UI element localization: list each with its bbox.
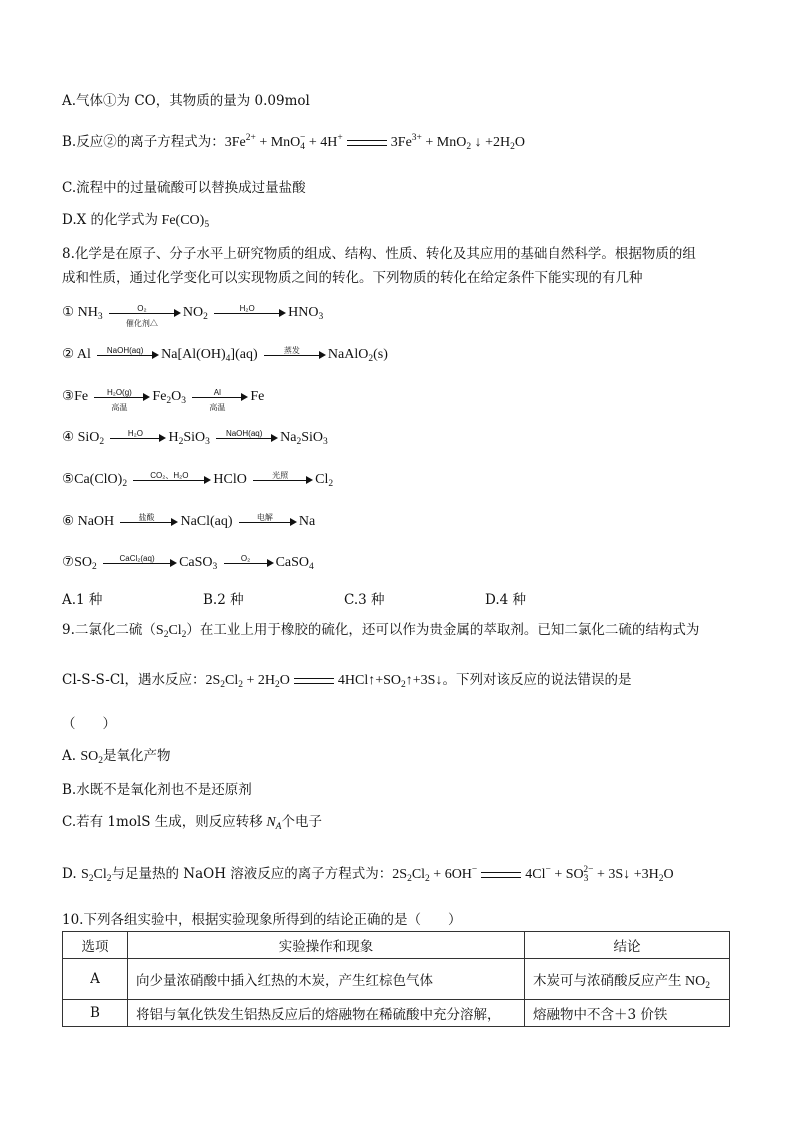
arrow-icon: 盐酸 — [120, 512, 178, 532]
q10-stem: 10.下列各组实验中，根据实验现象所得到的结论正确的是（ ） — [62, 912, 462, 928]
table-row — [63, 959, 730, 1000]
q9-paren: （ ） — [62, 716, 116, 732]
arrow-icon: NaOH(aq) — [216, 428, 278, 448]
row-conclusion: 熔融物中不含＋3 价铁 — [525, 1000, 730, 1027]
q9-option-c: C.若有 1molS 生成，则反应转移 $N_A$个电子 — [62, 814, 322, 832]
arrow-icon: NaOH(aq) — [97, 345, 159, 365]
q8-reaction-5: $⑤Ca(ClO)_2$ CO₂、H₂O HClO 光照 $Cl_2$ — [62, 470, 334, 489]
arrow-icon: Al 高温 — [192, 387, 248, 407]
arrow-icon: CO₂、H₂O — [133, 470, 211, 490]
arrow-icon: 光照 — [253, 470, 313, 490]
q7-option-d: D.X 的化学式为 $Fe(CO)_5$ — [62, 212, 210, 230]
table-row — [63, 1000, 730, 1027]
header-operation: 实验操作和现象 — [128, 932, 525, 959]
q8-choice-c: C.3 种 — [344, 592, 385, 608]
arrow-icon: 电解 — [239, 512, 297, 532]
q8-reaction-6: ⑥ NaOH 盐酸 NaCl(aq) 电解 Na — [62, 511, 315, 532]
q8-choice-b: B.2 种 — [203, 592, 244, 608]
q8-reaction-4: ④ SiO$_2$ H₂O $H_2SiO_3$ NaOH(aq) $Na_2SiO_3$ — [62, 428, 328, 447]
header-conclusion: 结论 — [525, 932, 730, 959]
q8-reaction-2: ② Al NaOH(aq) $Na[Al(OH)_4](aq)$ 蒸发 NaAlO$_2$(s) — [62, 345, 388, 364]
q8-stem-line2: 成和性质，通过化学变化可以实现物质之间的转化。下列物质的转化在给定条件下能实现的有几种 — [62, 270, 643, 286]
q8-reaction-1: ① $NH_3$ O₂ 催化剂△ $NO_2$ H₂O $HNO_3$ — [62, 303, 324, 328]
arrow-icon: H₂O(g) 高温 — [94, 387, 150, 407]
q8-reaction-7: $⑦SO_2$ CaCl₂(aq) CaSO$_3$ O₂ CaSO$_4$ — [62, 553, 314, 572]
q9-option-a: A. $SO_2$是氧化产物 — [62, 748, 171, 766]
arrow-icon: H₂O — [214, 303, 286, 323]
q8-stem-line1: 8.化学是在原子、分子水平上研究物质的组成、结构、性质、转化及其应用的基础自然科学。根据物质的组 — [62, 246, 696, 262]
row-option: A — [63, 959, 128, 1000]
header-option: 选项 — [63, 932, 128, 959]
q7-option-a: A.气体①为 CO，其物质的量为 0.09mol — [62, 93, 310, 109]
arrow-icon: O₂ — [224, 553, 274, 573]
q8-choice-d: D.4 种 — [485, 592, 527, 608]
row-option: B — [63, 1000, 128, 1027]
experiment-table — [62, 931, 730, 1027]
q7-option-c: C.流程中的过量硫酸可以替换成过量盐酸 — [62, 180, 306, 196]
arrow-icon: O₂ 催化剂△ — [109, 303, 181, 323]
q9-stem-line2: Cl-S-S-Cl，遇水反应：$2S_2Cl_2 + 2H_2O$ $4HCl↑+SO_2↑+3S↓$。下列对该反应的说法错误的是 — [62, 672, 632, 690]
q9-option-b: B.水既不是氧化剂也不是还原剂 — [62, 782, 252, 798]
q8-reaction-3: ③Fe H₂O(g) 高温 $Fe_2O_3$ Al 高温 Fe — [62, 387, 265, 412]
q8-choice-a: A.1 种 — [62, 592, 103, 608]
row-conclusion: 木炭可与浓硝酸反应产生 $NO_2$ — [525, 959, 730, 1000]
arrow-icon: CaCl₂(aq) — [103, 553, 177, 573]
q7-option-b: B.反应②的离子方程式为：$3Fe^{2+} + MnO_4^- + 4H^+$ $3Fe^{3+} + MnO_2$ ↓ $+2H_2O$ — [62, 133, 525, 152]
q9-stem-line1: 9.二氯化二硫$(S_2Cl_2)$在工业上用于橡胶的硫化，还可以作为贵金属的萃取剂。已知二氯化二硫的结构式为 — [62, 622, 700, 640]
row-operation: 向少量浓硝酸中插入红热的木炭，产生红棕色气体 — [128, 959, 525, 1000]
row-operation: 将铝与氧化铁发生铝热反应后的熔融物在稀硫酸中充分溶解， — [128, 1000, 525, 1027]
table-header-row — [63, 932, 730, 959]
q9-option-d: D. $S_2Cl_2$与足量热的 NaOH 溶液反应的离子方程式为：$2S_2Cl_2 + 6OH^-$ $4Cl^- + SO_3^{2-}$ + 3S↓ $+3H_2O$ — [62, 865, 674, 884]
arrow-icon: 蒸发 — [264, 345, 326, 365]
arrow-icon: H₂O — [110, 428, 166, 448]
